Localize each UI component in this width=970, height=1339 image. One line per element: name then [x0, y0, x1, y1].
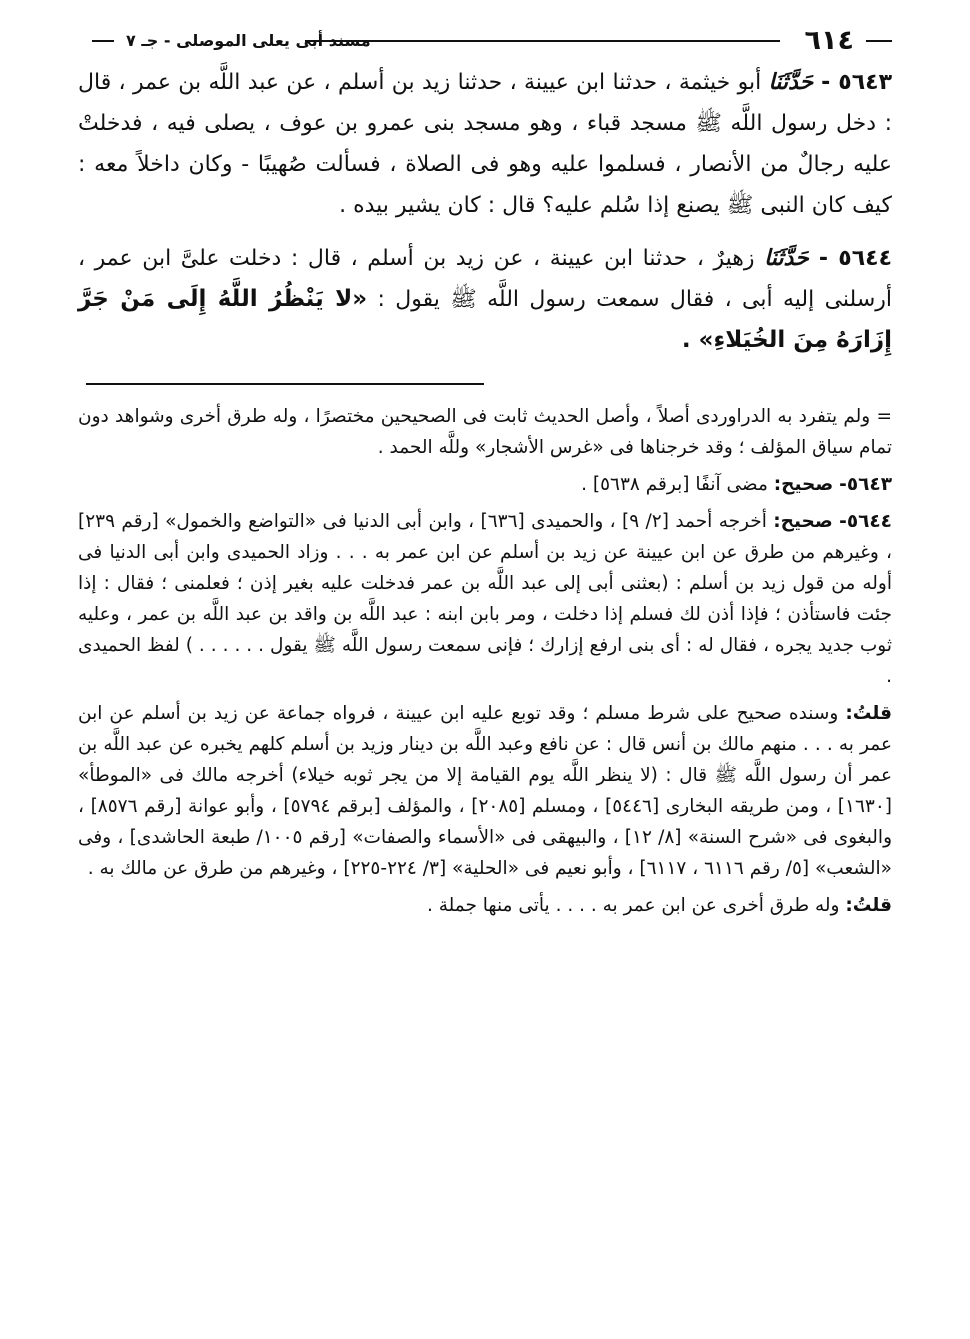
haddathana-word: حَدَّثَنَا [768, 70, 814, 95]
hadith-5644: ٥٦٤٤ - حَدَّثَنَا زهيرٌ ، حدثنا ابن عيينة ، عن زيد بن أسلم ، قال : دخلت علىَّ ابن عمر ، أرسلنى إليه أبى ، فقال سمعت رسول اللَّه ﷺ يقول : «لا يَنْظُرُ اللَّهُ إِلَى مَنْ جَرَّ إِزَارَهُ مِنَ الخُيَلاءِ» . [78, 246, 893, 353]
note-label: قلتُ: [845, 703, 892, 724]
prophetic-quote: «لا يَنْظُرُ اللَّهُ إِلَى مَنْ جَرَّ إِزَارَهُ مِنَ الخُيَلاءِ» . [78, 286, 892, 353]
header-rule-long [305, 40, 780, 42]
footnote-number: ٥٦٤٤- [839, 511, 892, 532]
hadith-number: ٥٦٤٣ [838, 70, 893, 95]
commentary-note [78, 890, 892, 921]
footnote-continued [78, 401, 892, 463]
continuation-mark: = [876, 406, 892, 427]
hadith-text: زهيرٌ ، حدثنا ابن عيينة ، عن زيد بن أسلم ، قال : دخلت علىَّ ابن عمر ، أرسلنى إليه أبى ، فقال سمعت رسول اللَّه ﷺ يقول : [78, 246, 893, 312]
hadith-number: ٥٦٤٤ [838, 246, 892, 271]
commentary-note [78, 698, 892, 884]
page-header [78, 22, 892, 62]
footnote-text: مضى آنفًا [برقم ٥٦٣٨] . [581, 474, 768, 495]
hadith-text: أبو خيثمة ، حدثنا ابن عيينة ، حدثنا زيد بن أسلم ، عن عبد اللَّه بن عمر ، قال : دخل رسول اللَّه ﷺ مسجد قباء ، وهو مسجد بنى عمرو بن عوف ، يصلى فيه ، فدخلتْ عليه رجالٌ من الأنصار ، فسلموا عليه وهو فى الصلاة ، فسألت صُهيبًا - وكان داخلاً معه : كيف كان النبى ﷺ يصنع إذا سُلم عليه؟ قال : كان يشير بيده . [78, 70, 892, 218]
haddathana-word: حَدَّثَنَا [764, 246, 809, 271]
footnote-grade: صحيح: [773, 474, 834, 495]
footnote-divider [86, 383, 484, 385]
book-page [78, 22, 892, 927]
footnote-text: ولم يتفرد به الدراوردى أصلاً ، وأصل الحديث ثابت فى الصحيحين مختصرًا ، وله طرق أخرى وشواهد دون تمام سياق المؤلف ؛ وقد خرجناها فى «غرس الأشجار» وللَّه الحمد . [78, 406, 892, 458]
note-text: وسنده صحيح على شرط مسلم ؛ وقد توبع عليه ابن عيينة ، فرواه جماعة عن زيد بن أسلم عن ابن عمر به . . . منهم مالك بن أنس قال : عن نافع وعبد اللَّه بن دينار وزيد بن أسلم كلهم يخبره عن عبد اللَّه بن عمر أن رسول اللَّه ﷺ قال : (لا ينظر اللَّه يوم القيامة إلا من يجر ثوبه خيلاء) أخرجه مالك فى «الموطأ» [١٦٣٠] ، ومن طريقه البخارى [٥٤٤٦] ، ومسلم [٢٠٨٥] ، والمؤلف [برقم ٥٧٩٤] ، وأبو عوانة [رقم ٨٥٧٦] ، والبغوى فى «شرح السنة» [٨/ ١٢] ، والبيهقى فى «الأسماء والصفات» [رقم ١٠٠٥/ طبعة الحاشدى] ، وفى «الشعب» [٥/ رقم ٦١١٦ ، ٦١١٧] ، وأبو نعيم فى «الحلية» [٣/ ٢٢٤-٢٢٥] ، وغيرهم من طرق عن مالك به . [78, 703, 892, 879]
footnote-5644 [78, 506, 892, 692]
page-number: ٦١٤ [804, 25, 854, 56]
note-text: وله طرق أخرى عن ابن عمر به . . . . يأتى منها جملة . [426, 895, 840, 916]
hadith-5643: ٥٦٤٣ - حَدَّثَنَا أبو خيثمة ، حدثنا ابن عيينة ، حدثنا زيد بن أسلم ، عن عبد اللَّه بن عمر ، قال : دخل رسول اللَّه ﷺ مسجد قباء ، وهو مسجد بنى عمرو بن عوف ، يصلى فيه ، فدخلتْ عليه رجالٌ من الأنصار ، فسلموا عليه وهو فى الصلاة ، فسألت صُهيبًا - وكان داخلاً معه : كيف كان النبى ﷺ يصنع إذا سُلم عليه؟ قال : كان يشير بيده . [78, 70, 893, 218]
footnote-5643 [78, 469, 892, 500]
book-title: مسند أبى يعلى الموصلى - جـ ٧ [126, 31, 371, 50]
footnote-text: أخرجه أحمد [٢/ ٩] ، والحميدى [٦٣٦] ، وابن أبى الدنيا فى «التواضع والخمول» [رقم ٢٣٩] ، وغيرهم من طرق عن ابن عيينة عن زيد بن أسلم عن ابن عمر به . . . وزاد الحميدى وابن أبى الدنيا فى أوله من قول زيد بن أسلم : (بعثنى أبى إلى عبد اللَّه بن عمر فدخلت عليه بغير إذن ؛ فعلمنى ؛ فقال : إذا جئت فاستأذن ؛ فإذا أذن لك فسلم إذا دخلت ، ومر بابن ابنه : عبد اللَّه بن واقد بن عبد اللَّه بن عمر ، وعليه ثوب جديد يجره ، فقال له : أى بنى ارفع إزارك ؛ فإنى سمعت رسول اللَّه ﷺ يقول . . . . . . ) لفظ الحميدى . [78, 511, 892, 687]
footnote-number: ٥٦٤٣- [839, 474, 892, 495]
header-rule-end [92, 40, 114, 42]
header-rule-short [866, 40, 892, 42]
note-label: قلتُ: [845, 895, 892, 916]
footnote-grade: صحيح: [773, 511, 833, 532]
